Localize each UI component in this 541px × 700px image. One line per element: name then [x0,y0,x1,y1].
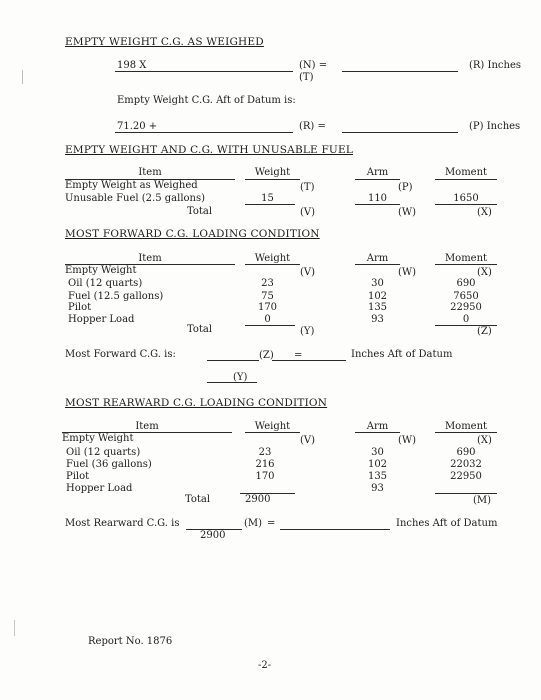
answer-line[interactable] [207,360,259,361]
section-title-most-rearward: MOST REARWARD C.G. LOADING CONDITION [65,397,328,409]
col-header-moment: Moment [444,167,488,178]
col-header-weight: Weight [254,421,291,432]
sum-rule [355,204,400,205]
table-row-item: Fuel (36 gallons) [66,459,152,470]
y-code: (Y) [300,326,315,337]
total-label: Total [185,494,211,505]
col-header-item: Item [138,167,162,178]
table-cell-moment: 22950 [450,302,482,313]
z-code: (Z) [477,326,492,337]
table-cell-moment: (X) [477,435,492,446]
table-cell-weight: 0 [264,314,271,325]
sum-rule [435,204,497,205]
table-cell-arm: 93 [371,483,384,494]
underline [115,71,293,72]
section-title-unusable-fuel: EMPTY WEIGHT AND C.G. WITH UNUSABLE FUEL [65,144,354,156]
table-cell-arm: (W) [398,435,417,446]
table-cell-moment: 22950 [450,471,482,482]
answer-line[interactable] [207,382,257,383]
table-cell-arm: 102 [367,459,388,470]
table-row-item: Empty Weight [62,433,134,444]
r-inches-label: (R) Inches [469,60,521,71]
w-code: (W) [398,207,417,218]
table-cell-weight: 75 [261,291,274,302]
page-number: -2- [258,660,272,671]
p-inches-label: (P) Inches [469,121,521,132]
m-code: (M) [244,518,263,529]
header-rule [435,264,497,265]
table-cell-arm: 30 [371,447,384,458]
total-weight: 2900 [245,494,271,505]
p-code: (P) [398,182,413,193]
x-code: (X) [477,207,492,218]
binding-mark-top [22,70,23,84]
answer-line[interactable] [272,360,346,361]
table-cell-weight: 23 [261,278,274,289]
weight-value: 198 X [117,60,147,71]
header-rule [355,432,400,433]
table-cell-weight: 23 [258,447,272,458]
table-cell-moment: 690 [456,447,476,458]
header-rule [245,264,300,265]
table-cell-arm: 93 [371,314,384,325]
n-label: (N) = [299,60,328,71]
table-cell-moment: 22032 [450,459,482,470]
table-cell-moment: 1650 [453,193,479,204]
t-label: (T) [299,72,314,83]
col-header-weight: Weight [254,167,291,178]
answer-line[interactable] [280,529,390,530]
table-cell-weight: 170 [255,471,275,482]
m-code: (M) [473,495,492,506]
col-header-item: Item [135,421,159,432]
col-header-arm: Arm [366,167,389,178]
denominator: 2900 [200,530,226,541]
header-rule [355,264,400,265]
most-forward-cg-label: Most Forward C.G. is: [65,349,176,360]
table-cell-moment: (X) [477,267,492,278]
r-label: (R) = [299,121,326,132]
table-cell-arm: 102 [367,291,388,302]
header-rule [245,432,300,433]
table-row-item: Hopper Load [66,483,133,494]
table-row-item: Unusable Fuel (2.5 gallons) [65,193,206,204]
table-cell-weight: (V) [300,435,316,446]
section-title-empty-weight-cg: EMPTY WEIGHT C.G. AS WEIGHED [65,36,264,48]
total-label: Total [187,324,213,335]
table-row-item: Empty Weight as Weighed [65,180,198,191]
header-rule [435,179,497,180]
col-header-arm: Arm [366,253,389,264]
table-row-item: Oil (12 quarts) [68,278,143,289]
table-row-item: Pilot [66,471,90,482]
table-cell-arm: 110 [367,193,388,204]
inches-aft-label: Inches Aft of Datum [351,349,453,360]
col-header-arm: Arm [366,421,389,432]
col-header-weight: Weight [254,253,291,264]
table-cell-weight: (V) [300,267,316,278]
y-code: (Y) [233,372,248,383]
col-header-moment: Moment [444,421,488,432]
header-rule [245,179,300,180]
underline [115,132,293,133]
table-row-item: Fuel (12.5 gallons) [68,291,164,302]
equals-sign: = [294,350,303,361]
table-cell-weight: 15 [261,193,274,204]
inches-aft-label: Inches Aft of Datum [396,518,498,529]
t-code: (T) [300,182,315,193]
datum-value: 71.20 + [117,121,158,132]
aft-of-datum-label: Empty Weight C.G. Aft of Datum is: [117,95,296,106]
v-code: (V) [300,207,316,218]
sum-rule [245,204,295,205]
table-cell-arm: (W) [398,267,417,278]
table-cell-weight: 216 [255,459,275,470]
table-cell-moment: 7650 [453,291,479,302]
header-rule [435,432,497,433]
table-cell-weight: 170 [257,302,278,313]
table-row-item: Hopper Load [68,314,135,325]
sum-rule [435,493,497,494]
col-header-item: Item [138,253,162,264]
table-row-item: Oil (12 quarts) [66,447,141,458]
table-cell-arm: 135 [367,471,388,482]
header-rule [355,179,400,180]
z-code: (Z) [259,350,274,361]
binding-mark-bottom [14,620,15,636]
table-cell-arm: 135 [367,302,388,313]
col-header-moment: Moment [444,253,488,264]
table-row-item: Empty Weight [65,265,137,276]
table-cell-moment: 0 [462,314,470,325]
table-row-item: Pilot [68,302,92,313]
section-title-most-forward: MOST FORWARD C.G. LOADING CONDITION [65,228,320,240]
answer-line[interactable] [342,71,458,72]
table-cell-arm: 30 [371,278,384,289]
total-label: Total [187,206,213,217]
table-cell-moment: 690 [456,278,476,289]
sum-rule [245,325,295,326]
equals-sign: = [267,518,276,529]
answer-line[interactable] [342,132,458,133]
report-number: Report No. 1876 [88,636,173,647]
most-rearward-cg-label: Most Rearward C.G. is [65,518,180,529]
